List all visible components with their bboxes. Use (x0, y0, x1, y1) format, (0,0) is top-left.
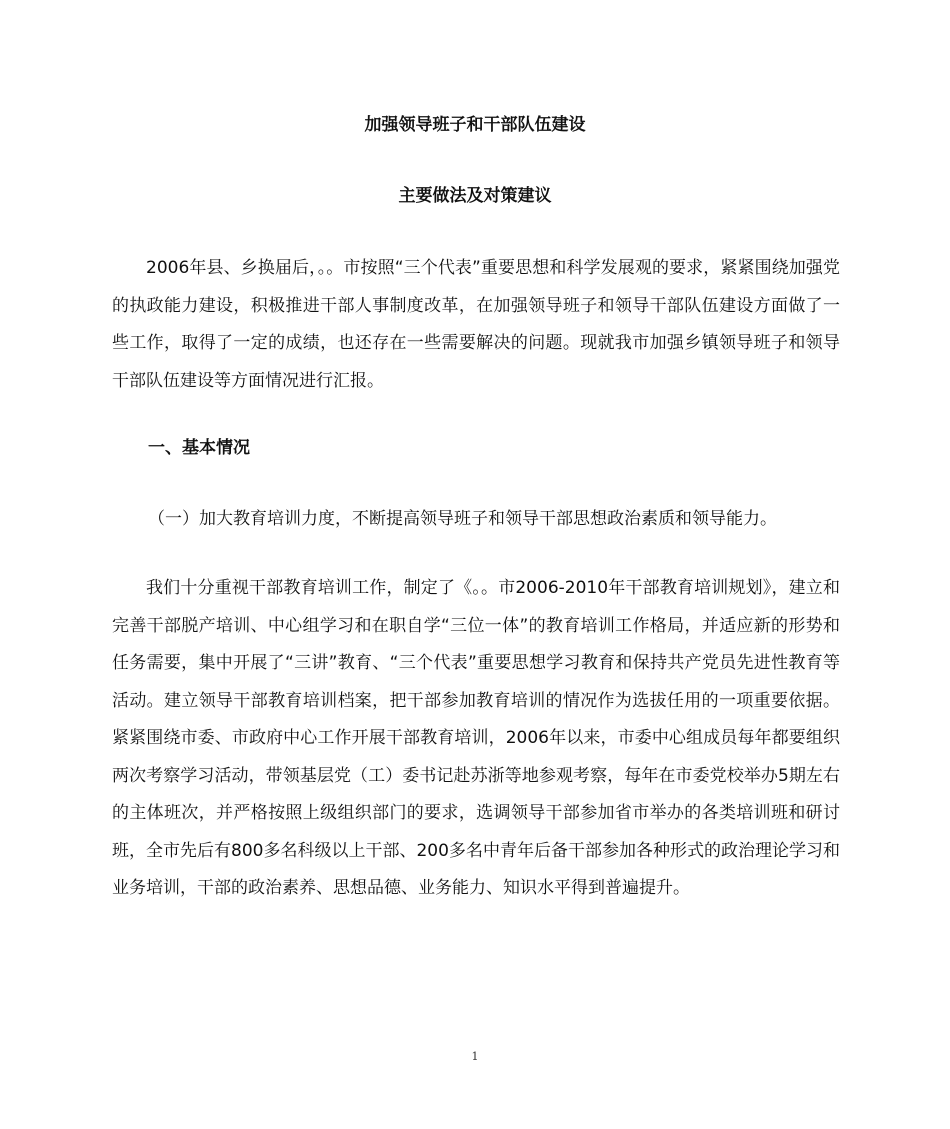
section-heading: 一、基本情况 (148, 438, 250, 458)
sub-heading: （一）加大教育培训力度，不断提高领导班子和领导干部思想政治素质和领导能力。 (148, 509, 777, 529)
intro-paragraph: 2006年县、乡换届后，。。市按照“三个代表”重要思想和科学发展观的要求，紧紧围绕加强党的执政能力建设，积极推进干部人事制度改革，在加强领导班子和领导干部队伍建设方面做了一些工作，取得了一定的成绩，也还存在一些需要解决的问题。现就我市加强乡镇领导班子和领导干部队伍建设等方面情况进行汇报。 (112, 258, 840, 391)
document-title: 加强领导班子和干部队伍建设 (364, 115, 586, 135)
body-paragraph: 我们十分重视干部教育培训工作，制定了《。。市2006-2010年干部教育培训规划》，建立和完善干部脱产培训、中心组学习和在职自学“三位一体”的教育培训工作格局，并适应新的形势和任务需要，集中开展了“三讲”教育、“三个代表”重要思想学习教育和保持共产党员先进性教育等活动。建立领导干部教育培训档案，把干部参加教育培训的情况作为选拔任用的一项重要依据。紧紧围绕市委、市政府中心工作开展干部教育培训，2006年以来，市委中心组成员每年都要组织两次考察学习活动，带领基层党（工）委书记赴苏浙等地参观考察，每年在市委党校举办5期左右的主体班次，并严格按照上级组织部门的要求，选调领导干部参加省市举办的各类培训班和研讨班，全市先后有800多名科级以上干部、200多名中青年后备干部参加各种形式的政治理论学习和业务培训，干部的政治素养、思想品德、业务能力、知识水平得到普遍提升。 (112, 578, 840, 898)
document-subtitle: 主要做法及对策建议 (398, 186, 552, 206)
page-number: 1 (471, 1050, 479, 1063)
